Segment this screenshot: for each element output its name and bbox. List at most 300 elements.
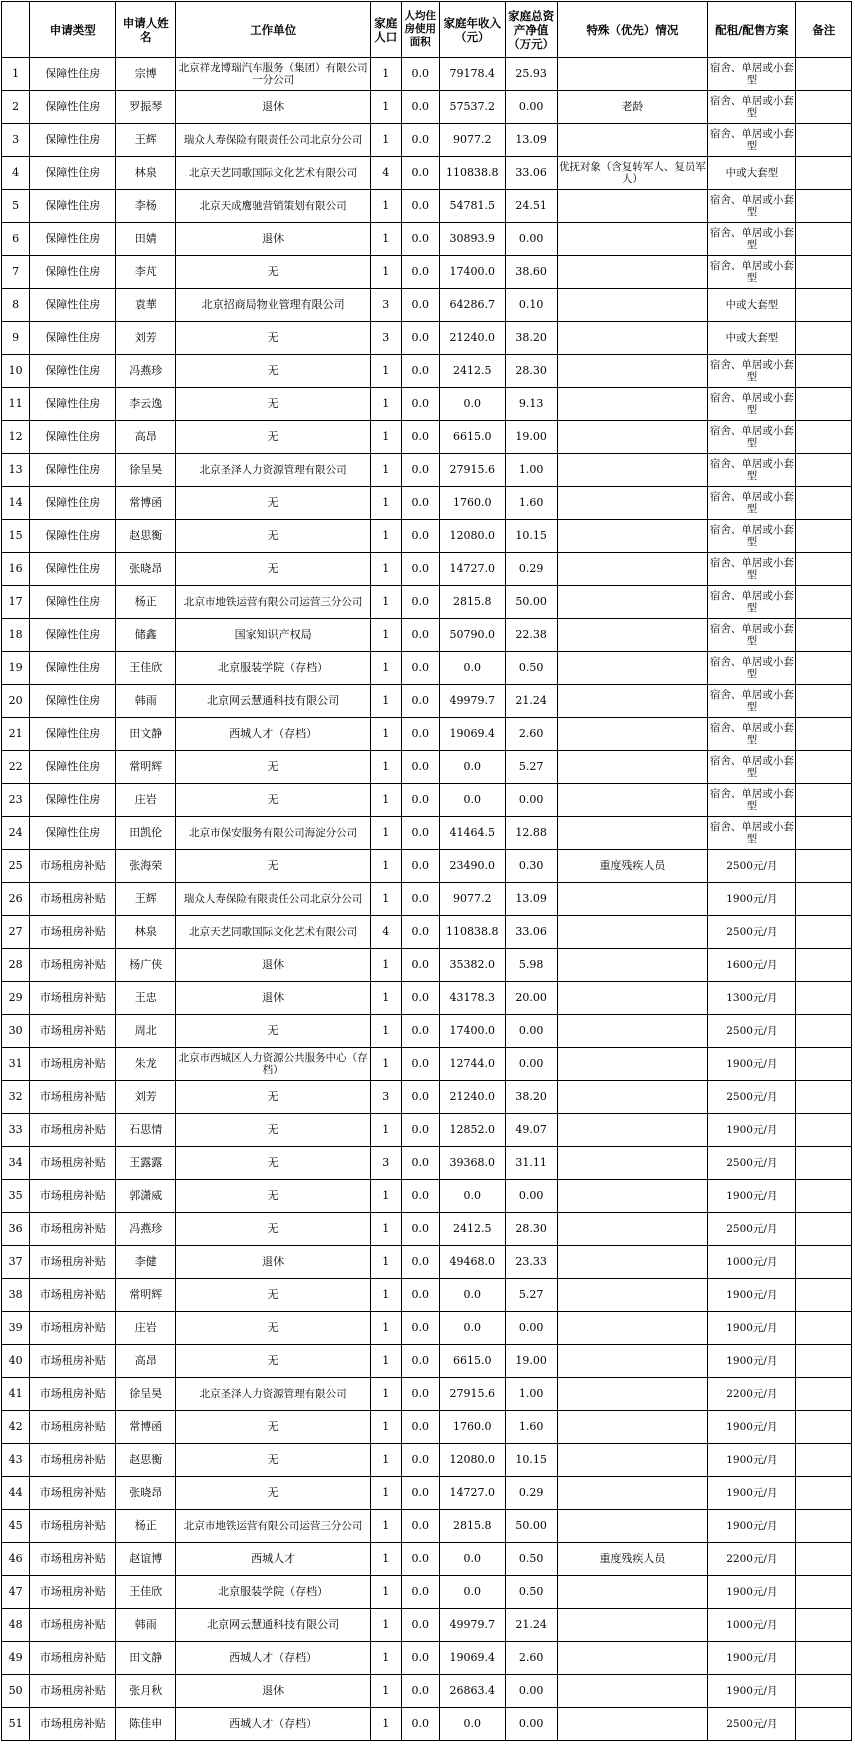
cell-housing-area: 0.0 bbox=[401, 190, 439, 223]
cell-assets: 5.27 bbox=[505, 1279, 557, 1312]
cell-assets: 0.30 bbox=[505, 850, 557, 883]
cell-income: 19069.4 bbox=[439, 718, 505, 751]
table-row bbox=[2, 289, 852, 322]
cell-plan: 宿舍、单居或小套型 bbox=[708, 586, 796, 619]
table-row bbox=[2, 124, 852, 157]
table-row bbox=[2, 1246, 852, 1279]
cell-employer: 北京天艺同歌国际文化艺术有限公司 bbox=[176, 916, 371, 949]
cell-name: 宗博 bbox=[116, 58, 176, 91]
cell-special: 优抚对象（含复转军人、复员军人） bbox=[557, 157, 708, 190]
cell-name: 韩雨 bbox=[116, 1609, 176, 1642]
cell-name: 常明辉 bbox=[116, 1279, 176, 1312]
cell-special bbox=[557, 190, 708, 223]
cell-assets: 0.00 bbox=[505, 91, 557, 124]
cell-name: 林泉 bbox=[116, 916, 176, 949]
cell-housing-area: 0.0 bbox=[401, 355, 439, 388]
cell-housing-area: 0.0 bbox=[401, 1477, 439, 1510]
cell-index: 23 bbox=[2, 784, 30, 817]
cell-employer: 北京圣泽人力资源管理有限公司 bbox=[176, 454, 371, 487]
header-family-size: 家庭人口 bbox=[370, 2, 401, 58]
cell-plan: 宿舍、单居或小套型 bbox=[708, 124, 796, 157]
cell-income: 2412.5 bbox=[439, 1213, 505, 1246]
table-row bbox=[2, 685, 852, 718]
cell-plan: 1900元/月 bbox=[708, 1180, 796, 1213]
cell-employer: 无 bbox=[176, 1015, 371, 1048]
cell-name: 冯燕珍 bbox=[116, 1213, 176, 1246]
table-row bbox=[2, 157, 852, 190]
cell-special: 重度残疾人员 bbox=[557, 850, 708, 883]
cell-index: 41 bbox=[2, 1378, 30, 1411]
cell-special bbox=[557, 1345, 708, 1378]
cell-plan: 1900元/月 bbox=[708, 1444, 796, 1477]
cell-name: 田婧 bbox=[116, 223, 176, 256]
cell-housing-area: 0.0 bbox=[401, 1708, 439, 1741]
cell-family-size: 1 bbox=[370, 1642, 401, 1675]
cell-family-size: 1 bbox=[370, 58, 401, 91]
cell-notes bbox=[796, 1312, 852, 1345]
cell-index: 36 bbox=[2, 1213, 30, 1246]
cell-assets: 0.29 bbox=[505, 553, 557, 586]
cell-employer: 无 bbox=[176, 1180, 371, 1213]
cell-family-size: 1 bbox=[370, 1048, 401, 1081]
cell-name: 储鑫 bbox=[116, 619, 176, 652]
table-row bbox=[2, 982, 852, 1015]
cell-name: 李芃 bbox=[116, 256, 176, 289]
cell-name: 徐呈昊 bbox=[116, 454, 176, 487]
cell-income: 9077.2 bbox=[439, 883, 505, 916]
cell-special: 老龄 bbox=[557, 91, 708, 124]
applicant-table bbox=[1, 1, 852, 1741]
cell-plan: 2500元/月 bbox=[708, 1708, 796, 1741]
cell-family-size: 1 bbox=[370, 1510, 401, 1543]
cell-type: 保障性住房 bbox=[30, 355, 116, 388]
cell-family-size: 1 bbox=[370, 124, 401, 157]
cell-index: 24 bbox=[2, 817, 30, 850]
cell-name: 赵思衡 bbox=[116, 520, 176, 553]
cell-special bbox=[557, 718, 708, 751]
cell-employer: 退休 bbox=[176, 1675, 371, 1708]
cell-employer: 无 bbox=[176, 256, 371, 289]
cell-family-size: 3 bbox=[370, 1081, 401, 1114]
cell-family-size: 1 bbox=[370, 454, 401, 487]
cell-housing-area: 0.0 bbox=[401, 685, 439, 718]
cell-employer: 北京祥龙博瑞汽车服务（集团）有限公司一分公司 bbox=[176, 58, 371, 91]
cell-index: 18 bbox=[2, 619, 30, 652]
table-row bbox=[2, 1048, 852, 1081]
table-row bbox=[2, 1411, 852, 1444]
cell-type: 保障性住房 bbox=[30, 619, 116, 652]
cell-family-size: 3 bbox=[370, 1147, 401, 1180]
cell-plan: 宿舍、单居或小套型 bbox=[708, 685, 796, 718]
cell-special bbox=[557, 1609, 708, 1642]
cell-employer: 北京网云慧通科技有限公司 bbox=[176, 1609, 371, 1642]
cell-name: 田凯伦 bbox=[116, 817, 176, 850]
cell-plan: 中或大套型 bbox=[708, 322, 796, 355]
cell-housing-area: 0.0 bbox=[401, 454, 439, 487]
cell-index: 10 bbox=[2, 355, 30, 388]
cell-special bbox=[557, 1180, 708, 1213]
cell-notes bbox=[796, 520, 852, 553]
cell-employer: 北京市地铁运营有限公司运营三分公司 bbox=[176, 1510, 371, 1543]
cell-assets: 38.20 bbox=[505, 322, 557, 355]
cell-assets: 28.30 bbox=[505, 355, 557, 388]
cell-special bbox=[557, 817, 708, 850]
cell-special bbox=[557, 1015, 708, 1048]
cell-special bbox=[557, 553, 708, 586]
cell-assets: 19.00 bbox=[505, 1345, 557, 1378]
cell-special bbox=[557, 1279, 708, 1312]
cell-employer: 北京市西城区人力资源公共服务中心（存档） bbox=[176, 1048, 371, 1081]
cell-name: 王露露 bbox=[116, 1147, 176, 1180]
cell-name: 王辉 bbox=[116, 883, 176, 916]
cell-income: 41464.5 bbox=[439, 817, 505, 850]
cell-family-size: 1 bbox=[370, 487, 401, 520]
cell-assets: 13.09 bbox=[505, 124, 557, 157]
table-row bbox=[2, 949, 852, 982]
cell-family-size: 1 bbox=[370, 553, 401, 586]
cell-family-size: 4 bbox=[370, 157, 401, 190]
cell-assets: 33.06 bbox=[505, 916, 557, 949]
cell-type: 保障性住房 bbox=[30, 322, 116, 355]
cell-assets: 2.60 bbox=[505, 1642, 557, 1675]
cell-index: 26 bbox=[2, 883, 30, 916]
cell-income: 54781.5 bbox=[439, 190, 505, 223]
table-row bbox=[2, 817, 852, 850]
cell-assets: 20.00 bbox=[505, 982, 557, 1015]
cell-special bbox=[557, 421, 708, 454]
cell-name: 朱龙 bbox=[116, 1048, 176, 1081]
cell-special bbox=[557, 1477, 708, 1510]
cell-type: 市场租房补贴 bbox=[30, 1510, 116, 1543]
table-row bbox=[2, 1675, 852, 1708]
cell-income: 49979.7 bbox=[439, 1609, 505, 1642]
cell-employer: 无 bbox=[176, 553, 371, 586]
cell-assets: 0.00 bbox=[505, 1675, 557, 1708]
cell-employer: 无 bbox=[176, 487, 371, 520]
cell-index: 25 bbox=[2, 850, 30, 883]
cell-income: 9077.2 bbox=[439, 124, 505, 157]
cell-housing-area: 0.0 bbox=[401, 421, 439, 454]
cell-plan: 宿舍、单居或小套型 bbox=[708, 190, 796, 223]
cell-assets: 38.20 bbox=[505, 1081, 557, 1114]
cell-plan: 宿舍、单居或小套型 bbox=[708, 454, 796, 487]
cell-housing-area: 0.0 bbox=[401, 1510, 439, 1543]
cell-employer: 北京服装学院（存档） bbox=[176, 652, 371, 685]
cell-index: 6 bbox=[2, 223, 30, 256]
cell-assets: 1.60 bbox=[505, 1411, 557, 1444]
cell-housing-area: 0.0 bbox=[401, 1576, 439, 1609]
cell-family-size: 1 bbox=[370, 223, 401, 256]
table-row bbox=[2, 1378, 852, 1411]
cell-family-size: 1 bbox=[370, 850, 401, 883]
cell-income: 21240.0 bbox=[439, 1081, 505, 1114]
cell-special bbox=[557, 388, 708, 421]
cell-income: 0.0 bbox=[439, 1708, 505, 1741]
cell-type: 市场租房补贴 bbox=[30, 1048, 116, 1081]
cell-employer: 北京市保安服务有限公司海淀分公司 bbox=[176, 817, 371, 850]
cell-special: 重度残疾人员 bbox=[557, 1543, 708, 1576]
cell-type: 市场租房补贴 bbox=[30, 1279, 116, 1312]
table-row bbox=[2, 1015, 852, 1048]
cell-index: 38 bbox=[2, 1279, 30, 1312]
cell-housing-area: 0.0 bbox=[401, 1642, 439, 1675]
cell-plan: 宿舍、单居或小套型 bbox=[708, 652, 796, 685]
cell-special bbox=[557, 322, 708, 355]
cell-income: 64286.7 bbox=[439, 289, 505, 322]
cell-income: 14727.0 bbox=[439, 553, 505, 586]
cell-housing-area: 0.0 bbox=[401, 1147, 439, 1180]
cell-index: 5 bbox=[2, 190, 30, 223]
cell-type: 市场租房补贴 bbox=[30, 1015, 116, 1048]
cell-housing-area: 0.0 bbox=[401, 916, 439, 949]
cell-type: 市场租房补贴 bbox=[30, 1345, 116, 1378]
cell-type: 市场租房补贴 bbox=[30, 1642, 116, 1675]
table-body bbox=[2, 58, 852, 1741]
cell-type: 保障性住房 bbox=[30, 421, 116, 454]
cell-income: 57537.2 bbox=[439, 91, 505, 124]
cell-name: 张月秋 bbox=[116, 1675, 176, 1708]
table-row bbox=[2, 1708, 852, 1741]
table-row bbox=[2, 850, 852, 883]
cell-special bbox=[557, 1312, 708, 1345]
cell-type: 保障性住房 bbox=[30, 553, 116, 586]
cell-notes bbox=[796, 190, 852, 223]
cell-income: 27915.6 bbox=[439, 454, 505, 487]
cell-notes bbox=[796, 388, 852, 421]
header-index bbox=[2, 2, 30, 58]
cell-income: 2412.5 bbox=[439, 355, 505, 388]
cell-special bbox=[557, 1675, 708, 1708]
cell-housing-area: 0.0 bbox=[401, 1543, 439, 1576]
cell-family-size: 1 bbox=[370, 1444, 401, 1477]
cell-index: 9 bbox=[2, 322, 30, 355]
cell-type: 市场租房补贴 bbox=[30, 1411, 116, 1444]
cell-family-size: 1 bbox=[370, 1015, 401, 1048]
cell-notes bbox=[796, 1048, 852, 1081]
cell-index: 30 bbox=[2, 1015, 30, 1048]
cell-name: 王忠 bbox=[116, 982, 176, 1015]
cell-notes bbox=[796, 652, 852, 685]
cell-assets: 10.15 bbox=[505, 1444, 557, 1477]
cell-assets: 28.30 bbox=[505, 1213, 557, 1246]
cell-name: 李杨 bbox=[116, 190, 176, 223]
cell-type: 保障性住房 bbox=[30, 223, 116, 256]
cell-employer: 国家知识产权局 bbox=[176, 619, 371, 652]
cell-employer: 无 bbox=[176, 1477, 371, 1510]
cell-notes bbox=[796, 553, 852, 586]
header-name: 申请人姓名 bbox=[116, 2, 176, 58]
cell-name: 周北 bbox=[116, 1015, 176, 1048]
cell-special bbox=[557, 223, 708, 256]
cell-index: 19 bbox=[2, 652, 30, 685]
cell-index: 44 bbox=[2, 1477, 30, 1510]
cell-housing-area: 0.0 bbox=[401, 652, 439, 685]
cell-income: 0.0 bbox=[439, 784, 505, 817]
cell-index: 49 bbox=[2, 1642, 30, 1675]
header-special: 特殊（优先）情况 bbox=[557, 2, 708, 58]
cell-notes bbox=[796, 157, 852, 190]
cell-assets: 19.00 bbox=[505, 421, 557, 454]
cell-housing-area: 0.0 bbox=[401, 1114, 439, 1147]
cell-name: 袁華 bbox=[116, 289, 176, 322]
cell-notes bbox=[796, 1015, 852, 1048]
cell-index: 2 bbox=[2, 91, 30, 124]
cell-plan: 1600元/月 bbox=[708, 949, 796, 982]
cell-special bbox=[557, 1213, 708, 1246]
cell-name: 李健 bbox=[116, 1246, 176, 1279]
cell-plan: 1900元/月 bbox=[708, 1312, 796, 1345]
header-assets: 家庭总资产净值（万元） bbox=[505, 2, 557, 58]
cell-housing-area: 0.0 bbox=[401, 289, 439, 322]
cell-type: 保障性住房 bbox=[30, 652, 116, 685]
cell-family-size: 3 bbox=[370, 289, 401, 322]
cell-plan: 2500元/月 bbox=[708, 1015, 796, 1048]
cell-assets: 0.00 bbox=[505, 784, 557, 817]
cell-special bbox=[557, 1708, 708, 1741]
cell-plan: 1900元/月 bbox=[708, 1675, 796, 1708]
cell-special bbox=[557, 619, 708, 652]
cell-income: 0.0 bbox=[439, 1279, 505, 1312]
cell-income: 19069.4 bbox=[439, 1642, 505, 1675]
cell-plan: 中或大套型 bbox=[708, 157, 796, 190]
cell-plan: 2200元/月 bbox=[708, 1378, 796, 1411]
cell-special bbox=[557, 1378, 708, 1411]
cell-assets: 23.33 bbox=[505, 1246, 557, 1279]
cell-family-size: 1 bbox=[370, 388, 401, 421]
cell-index: 39 bbox=[2, 1312, 30, 1345]
cell-housing-area: 0.0 bbox=[401, 157, 439, 190]
table-row bbox=[2, 454, 852, 487]
cell-index: 13 bbox=[2, 454, 30, 487]
cell-name: 常博函 bbox=[116, 1411, 176, 1444]
cell-income: 14727.0 bbox=[439, 1477, 505, 1510]
cell-family-size: 1 bbox=[370, 1708, 401, 1741]
cell-type: 市场租房补贴 bbox=[30, 1477, 116, 1510]
cell-type: 市场租房补贴 bbox=[30, 1444, 116, 1477]
cell-housing-area: 0.0 bbox=[401, 784, 439, 817]
cell-family-size: 1 bbox=[370, 1543, 401, 1576]
cell-index: 20 bbox=[2, 685, 30, 718]
cell-plan: 1000元/月 bbox=[708, 1246, 796, 1279]
cell-type: 保障性住房 bbox=[30, 388, 116, 421]
cell-employer: 无 bbox=[176, 1147, 371, 1180]
cell-type: 保障性住房 bbox=[30, 256, 116, 289]
cell-type: 市场租房补贴 bbox=[30, 1312, 116, 1345]
cell-employer: 无 bbox=[176, 1444, 371, 1477]
cell-income: 1760.0 bbox=[439, 1411, 505, 1444]
cell-assets: 0.00 bbox=[505, 1180, 557, 1213]
cell-notes bbox=[796, 1411, 852, 1444]
cell-employer: 退休 bbox=[176, 91, 371, 124]
cell-special bbox=[557, 256, 708, 289]
table-row bbox=[2, 751, 852, 784]
cell-special bbox=[557, 1510, 708, 1543]
cell-type: 市场租房补贴 bbox=[30, 850, 116, 883]
cell-index: 1 bbox=[2, 58, 30, 91]
cell-plan: 1000元/月 bbox=[708, 1609, 796, 1642]
cell-type: 市场租房补贴 bbox=[30, 1147, 116, 1180]
cell-type: 市场租房补贴 bbox=[30, 916, 116, 949]
table-row bbox=[2, 1345, 852, 1378]
cell-notes bbox=[796, 751, 852, 784]
cell-assets: 38.60 bbox=[505, 256, 557, 289]
cell-special bbox=[557, 487, 708, 520]
cell-index: 28 bbox=[2, 949, 30, 982]
cell-assets: 24.51 bbox=[505, 190, 557, 223]
cell-assets: 22.38 bbox=[505, 619, 557, 652]
table-row bbox=[2, 1576, 852, 1609]
cell-assets: 50.00 bbox=[505, 586, 557, 619]
cell-name: 高昂 bbox=[116, 421, 176, 454]
cell-family-size: 1 bbox=[370, 883, 401, 916]
cell-type: 保障性住房 bbox=[30, 190, 116, 223]
cell-name: 徐呈昊 bbox=[116, 1378, 176, 1411]
cell-assets: 9.13 bbox=[505, 388, 557, 421]
cell-special bbox=[557, 1411, 708, 1444]
cell-notes bbox=[796, 619, 852, 652]
cell-notes bbox=[796, 1114, 852, 1147]
cell-type: 保障性住房 bbox=[30, 91, 116, 124]
cell-housing-area: 0.0 bbox=[401, 718, 439, 751]
cell-income: 49468.0 bbox=[439, 1246, 505, 1279]
cell-assets: 0.29 bbox=[505, 1477, 557, 1510]
cell-type: 市场租房补贴 bbox=[30, 1378, 116, 1411]
cell-index: 14 bbox=[2, 487, 30, 520]
cell-family-size: 1 bbox=[370, 256, 401, 289]
cell-plan: 1900元/月 bbox=[708, 1576, 796, 1609]
cell-employer: 退休 bbox=[176, 1246, 371, 1279]
cell-assets: 50.00 bbox=[505, 1510, 557, 1543]
table-row bbox=[2, 1213, 852, 1246]
cell-family-size: 1 bbox=[370, 784, 401, 817]
cell-type: 保障性住房 bbox=[30, 487, 116, 520]
cell-assets: 21.24 bbox=[505, 685, 557, 718]
cell-notes bbox=[796, 1246, 852, 1279]
cell-family-size: 1 bbox=[370, 652, 401, 685]
cell-special bbox=[557, 685, 708, 718]
cell-special bbox=[557, 1147, 708, 1180]
cell-index: 50 bbox=[2, 1675, 30, 1708]
cell-special bbox=[557, 883, 708, 916]
cell-type: 市场租房补贴 bbox=[30, 1543, 116, 1576]
cell-plan: 宿舍、单居或小套型 bbox=[708, 817, 796, 850]
cell-index: 7 bbox=[2, 256, 30, 289]
cell-assets: 0.00 bbox=[505, 1048, 557, 1081]
cell-income: 35382.0 bbox=[439, 949, 505, 982]
cell-plan: 宿舍、单居或小套型 bbox=[708, 520, 796, 553]
cell-type: 市场租房补贴 bbox=[30, 1180, 116, 1213]
cell-assets: 21.24 bbox=[505, 1609, 557, 1642]
table-row bbox=[2, 1642, 852, 1675]
cell-plan: 1900元/月 bbox=[708, 1345, 796, 1378]
cell-plan: 2500元/月 bbox=[708, 850, 796, 883]
cell-housing-area: 0.0 bbox=[401, 91, 439, 124]
cell-index: 32 bbox=[2, 1081, 30, 1114]
cell-family-size: 1 bbox=[370, 685, 401, 718]
cell-special bbox=[557, 454, 708, 487]
cell-type: 市场租房补贴 bbox=[30, 982, 116, 1015]
cell-assets: 0.50 bbox=[505, 1576, 557, 1609]
cell-assets: 49.07 bbox=[505, 1114, 557, 1147]
cell-family-size: 1 bbox=[370, 718, 401, 751]
cell-employer: 无 bbox=[176, 850, 371, 883]
cell-housing-area: 0.0 bbox=[401, 850, 439, 883]
cell-notes bbox=[796, 916, 852, 949]
cell-employer: 西城人才（存档） bbox=[176, 1642, 371, 1675]
cell-employer: 无 bbox=[176, 1312, 371, 1345]
table-row bbox=[2, 1114, 852, 1147]
cell-plan: 宿舍、单居或小套型 bbox=[708, 619, 796, 652]
